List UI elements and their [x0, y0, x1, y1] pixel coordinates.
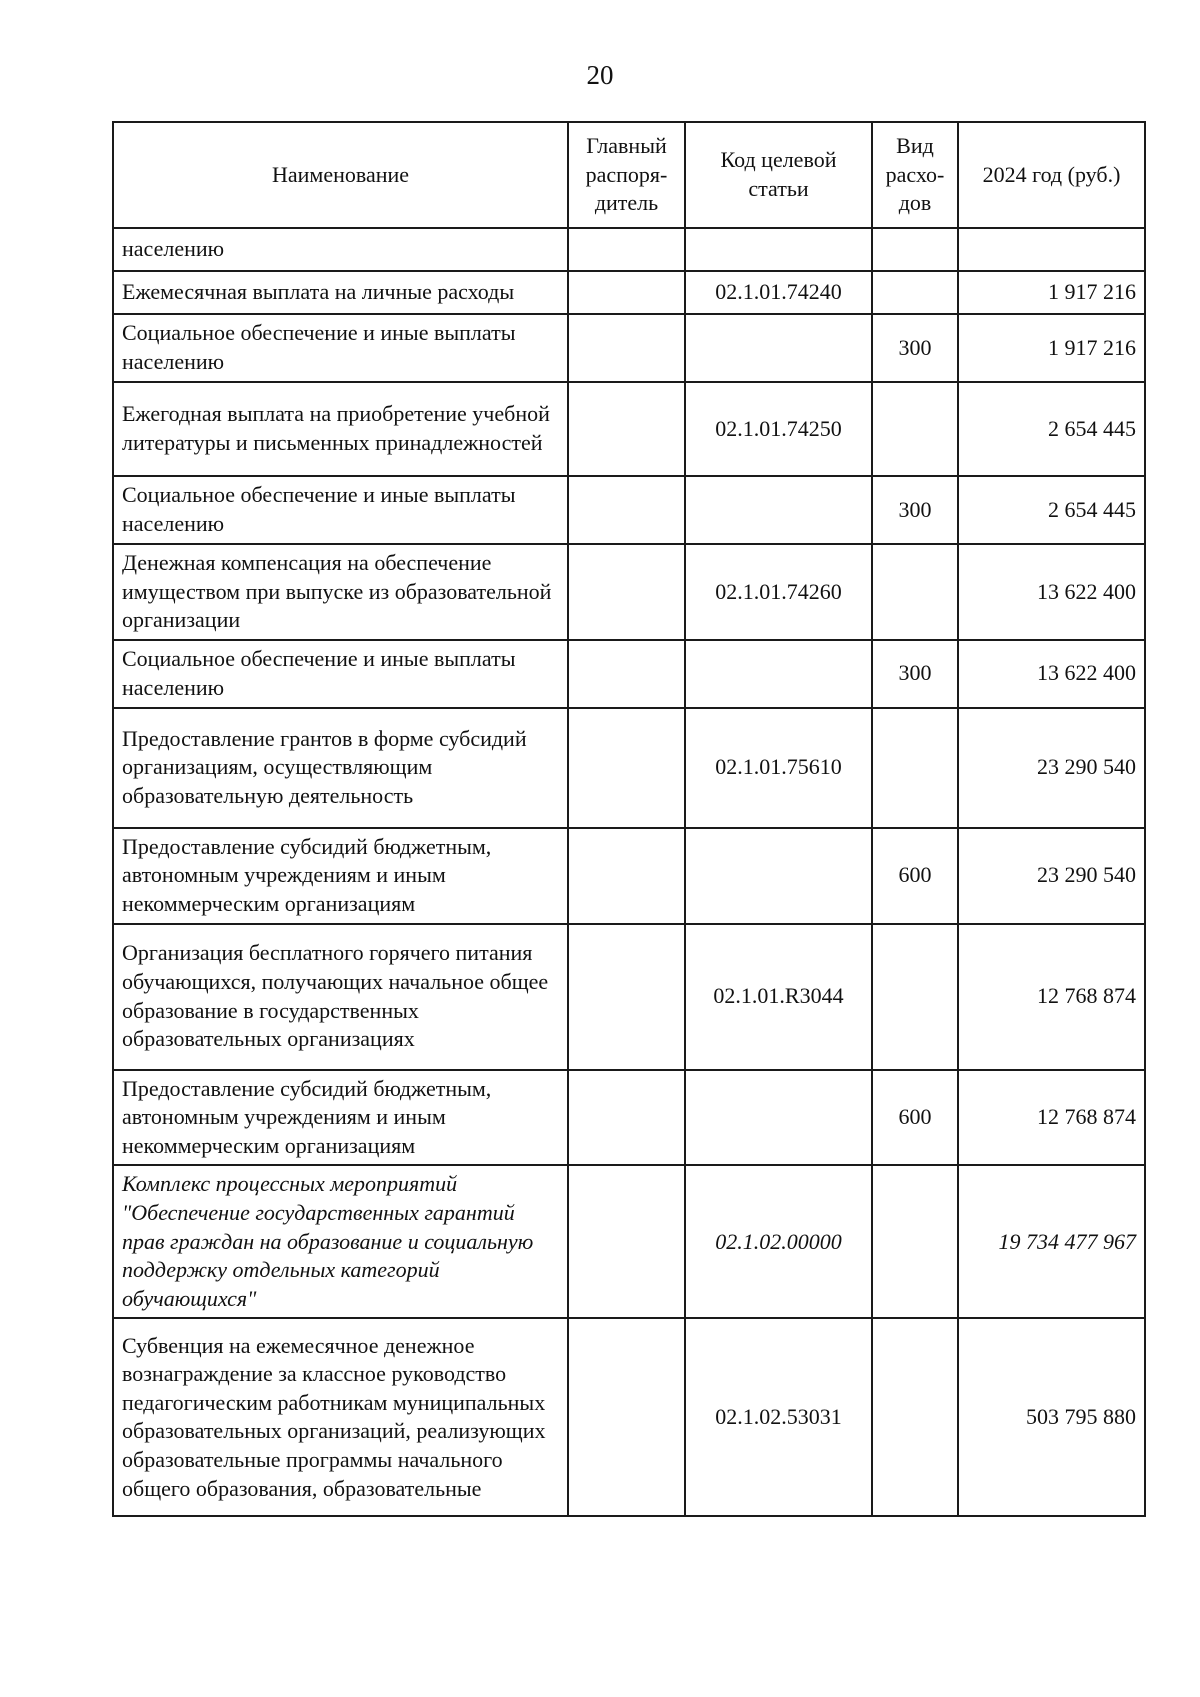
cell-amount: 19 734 477 967: [958, 1165, 1145, 1318]
table-row: [113, 228, 1145, 271]
table-row: [113, 476, 1145, 544]
cell-name: Предоставление субсидий бюджетным, автономным учреждениям и иным некоммерческим организациям: [113, 828, 568, 924]
table-row: [113, 271, 1145, 314]
cell-code: [685, 228, 872, 271]
budget-table: [112, 121, 1146, 1517]
cell-code: [685, 314, 872, 382]
cell-admin: [568, 640, 685, 708]
page-number: 20: [586, 60, 614, 90]
cell-amount: 12 768 874: [958, 1070, 1145, 1166]
header-admin: Главный распоря-дитель: [568, 122, 685, 228]
table-row: [113, 314, 1145, 382]
table-row: [113, 1070, 1145, 1166]
cell-kind: [872, 544, 958, 640]
header-code: Код целевой статьи: [685, 122, 872, 228]
cell-admin: [568, 476, 685, 544]
header-name: Наименование: [113, 122, 568, 228]
cell-admin: [568, 708, 685, 828]
cell-name: Комплекс процессных мероприятий "Обеспечение государственных гарантий прав граждан на образование и социальную поддержку отдельных категорий обучающихся": [113, 1165, 568, 1318]
cell-kind: 300: [872, 314, 958, 382]
cell-admin: [568, 1318, 685, 1516]
table-row: [113, 640, 1145, 708]
cell-name: Социальное обеспечение и иные выплаты населению: [113, 314, 568, 382]
cell-code: 02.1.01.74260: [685, 544, 872, 640]
table-row: [113, 828, 1145, 924]
cell-amount: 23 290 540: [958, 708, 1145, 828]
cell-code: 02.1.02.53031: [685, 1318, 872, 1516]
cell-amount: 1 917 216: [958, 271, 1145, 314]
cell-name: Ежегодная выплата на приобретение учебной литературы и письменных принадлежностей: [113, 382, 568, 476]
cell-kind: 300: [872, 476, 958, 544]
cell-admin: [568, 828, 685, 924]
cell-code: [685, 828, 872, 924]
cell-name: Предоставление субсидий бюджетным, автономным учреждениям и иным некоммерческим организациям: [113, 1070, 568, 1166]
cell-kind: [872, 1165, 958, 1318]
cell-kind: 600: [872, 1070, 958, 1166]
table-body: [113, 228, 1145, 1516]
cell-kind: [872, 1318, 958, 1516]
cell-amount: 2 654 445: [958, 476, 1145, 544]
cell-admin: [568, 544, 685, 640]
cell-admin: [568, 924, 685, 1070]
cell-name: Ежемесячная выплата на личные расходы: [113, 271, 568, 314]
cell-amount: [958, 228, 1145, 271]
cell-admin: [568, 1165, 685, 1318]
cell-amount: 23 290 540: [958, 828, 1145, 924]
cell-amount: 13 622 400: [958, 544, 1145, 640]
cell-name: Организация бесплатного горячего питания обучающихся, получающих начальное общее образование в государственных образовательных организациях: [113, 924, 568, 1070]
cell-code: [685, 1070, 872, 1166]
header-amount: 2024 год (руб.): [958, 122, 1145, 228]
cell-name: Предоставление грантов в форме субсидий организациям, осуществляющим образовательную деятельность: [113, 708, 568, 828]
cell-name: Субвенция на ежемесячное денежное вознаграждение за классное руководство педагогическим работникам муниципальных образовательных организаций, реализующих образовательные программы начального общего образования, образовательные: [113, 1318, 568, 1516]
cell-code: [685, 476, 872, 544]
cell-code: [685, 640, 872, 708]
table-row: [113, 544, 1145, 640]
cell-amount: 13 622 400: [958, 640, 1145, 708]
cell-admin: [568, 271, 685, 314]
cell-name: Социальное обеспечение и иные выплаты населению: [113, 476, 568, 544]
cell-code: 02.1.01.R3044: [685, 924, 872, 1070]
table-row: [113, 382, 1145, 476]
cell-amount: 503 795 880: [958, 1318, 1145, 1516]
cell-kind: 600: [872, 828, 958, 924]
cell-amount: 12 768 874: [958, 924, 1145, 1070]
cell-kind: [872, 382, 958, 476]
table-row: [113, 1318, 1145, 1516]
cell-kind: [872, 924, 958, 1070]
cell-name: населению: [113, 228, 568, 271]
cell-amount: 1 917 216: [958, 314, 1145, 382]
cell-code: 02.1.01.74250: [685, 382, 872, 476]
cell-admin: [568, 382, 685, 476]
cell-name: Социальное обеспечение и иные выплаты населению: [113, 640, 568, 708]
cell-name: Денежная компенсация на обеспечение имуществом при выпуске из образовательной организации: [113, 544, 568, 640]
cell-kind: 300: [872, 640, 958, 708]
cell-admin: [568, 314, 685, 382]
cell-kind: [872, 271, 958, 314]
cell-kind: [872, 708, 958, 828]
table-header-row: [113, 122, 1145, 228]
header-kind: Вид расхо-дов: [872, 122, 958, 228]
cell-admin: [568, 228, 685, 271]
cell-code: 02.1.01.74240: [685, 271, 872, 314]
table-row: [113, 924, 1145, 1070]
cell-code: 02.1.02.00000: [685, 1165, 872, 1318]
cell-amount: 2 654 445: [958, 382, 1145, 476]
cell-kind: [872, 228, 958, 271]
table-row: [113, 1165, 1145, 1318]
cell-code: 02.1.01.75610: [685, 708, 872, 828]
cell-admin: [568, 1070, 685, 1166]
table-row: [113, 708, 1145, 828]
